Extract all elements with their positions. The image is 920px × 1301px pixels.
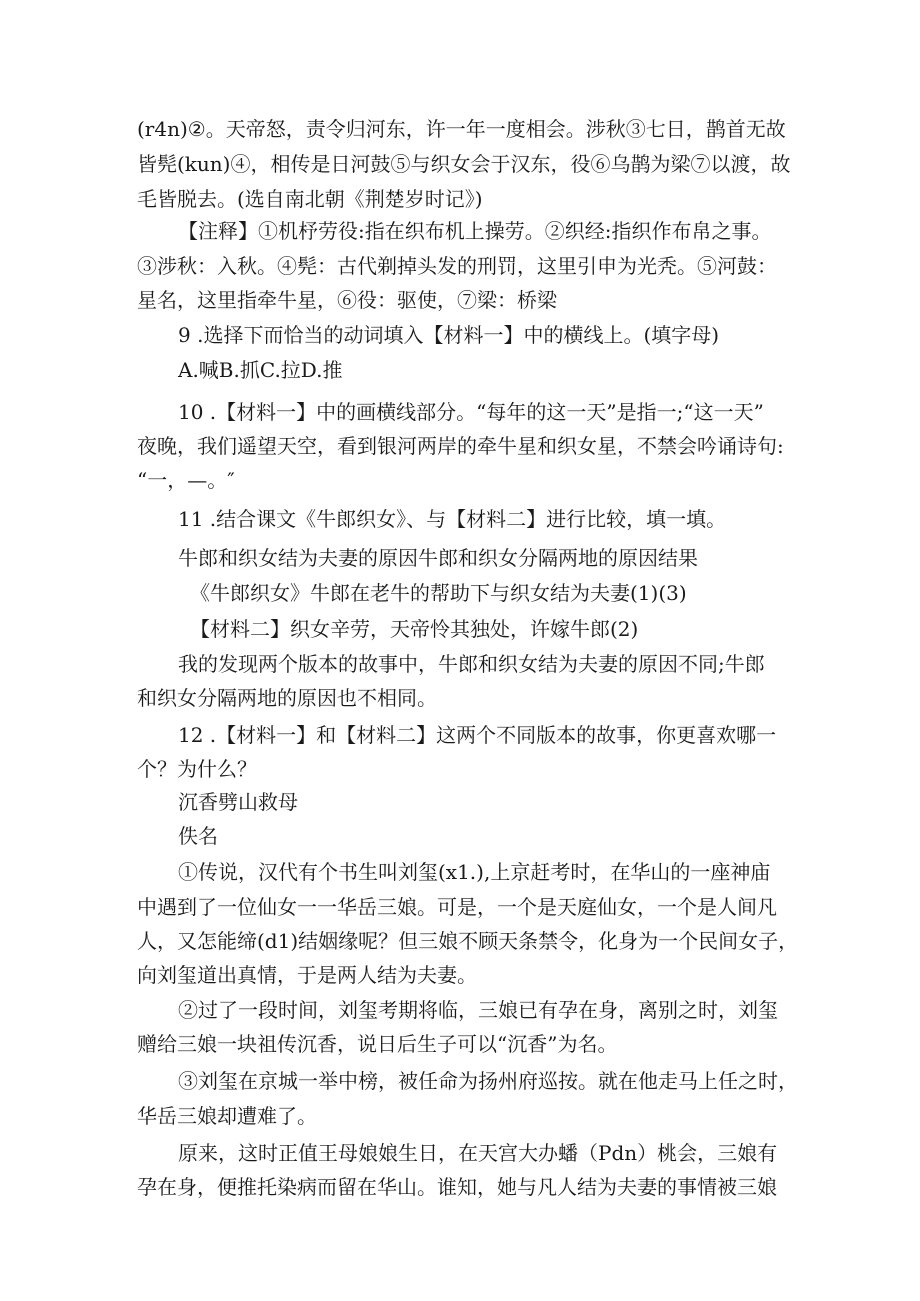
story-paragraph-4-line-2: 孕在身，便推托染病而留在华山。谁知，她与凡人结为夫妻的事情被三娘 xyxy=(137,1175,777,1199)
story-author: 佚名 xyxy=(178,824,218,848)
table-finding-line-1: 我的发现两个版本的故事中，牛郎和织女结为夫妻的原因不同;牛郎 xyxy=(178,652,765,676)
question-12-line-1: 12 .【材料一】和【材料二】这两个不同版本的故事，你更喜欢哪一 xyxy=(178,723,777,747)
story-paragraph-1-line-4: 向刘玺道出真情，于是两人结为夫妻。 xyxy=(137,963,477,987)
table-finding-line-2: 和织女分隔两地的原因也不相同。 xyxy=(137,686,437,710)
annotation-line-1: 【注释】①机杼劳役:指在织布机上操劳。②织经:指织作布帛之事。 xyxy=(178,219,772,243)
text-line-3: 毛皆脱去。(选自南北朝《荆楚岁时记》) xyxy=(137,187,483,211)
story-paragraph-3-line-1: ③刘玺在京城一举中榜，被任命为扬州府巡按。就在他走马上任之时， xyxy=(178,1069,798,1093)
question-10-line-3: “一，—。″ xyxy=(137,468,235,492)
question-11: 11 .结合课文《牛郎织女》、与【材料二】进行比较，填一填。 xyxy=(178,507,727,531)
question-10-line-1: 10 .【材料一】中的画横线部分。“每年的这一天”是指一;“这一天” xyxy=(178,400,764,424)
story-paragraph-1-line-1: ①传说，汉代有个书生叫刘玺(x1.),上京赶考时，在华山的一座神庙 xyxy=(178,860,771,884)
text-line-2: 皆髡(kun)④，相传是日河鼓⑤与织女会于汉东，役⑥乌鹊为梁⑦以渡，故 xyxy=(137,152,791,176)
question-9-options: A.喊B.抓C.拉D.推 xyxy=(178,358,343,382)
annotation-line-3: 星名，这里指牵牛星，⑥役：驱使，⑦梁：桥梁 xyxy=(137,288,557,312)
story-paragraph-4-line-1: 原来，这时正值王母娘娘生日，在天宫大办蟠（Pdn）桃会，三娘有 xyxy=(178,1141,778,1165)
question-12-line-2: 个？为什么？ xyxy=(137,757,257,781)
story-title: 沉香劈山救母 xyxy=(178,790,298,814)
table-header-row: 牛郎和织女结为夫妻的原因牛郎和织女分隔两地的原因结果 xyxy=(178,546,698,570)
story-paragraph-1-line-2: 中遇到了一位仙女一一华岳三娘。可是，一个是天庭仙女，一个是人间凡 xyxy=(137,895,777,919)
annotation-line-2: ③涉秋：入秋。④髡：古代剃掉头发的刑罚，这里引申为光秃。⑤河鼓： xyxy=(137,254,777,278)
text-line-1: (r4n)②。天帝怒，责令归河东，许一年一度相会。涉秋③七日，鹊首无故 xyxy=(137,117,786,141)
story-paragraph-3-line-2: 华岳三娘却遭难了。 xyxy=(137,1104,317,1128)
story-paragraph-1-line-3: 人，又怎能缔(d1)结姻缘呢？但三娘不顾天条禁令，化身为一个民间女子， xyxy=(137,929,799,953)
table-row-story: 《牛郎织女》牛郎在老牛的帮助下与织女结为夫妻(1)(3) xyxy=(190,581,687,605)
table-row-material-2: 【材料二】织女辛劳，天帝怜其独处，许嫁牛郎(2) xyxy=(190,617,639,641)
story-paragraph-2-line-1: ②过了一段时间，刘玺考期将临，三娘已有孕在身，离别之时，刘玺 xyxy=(178,998,778,1022)
question-9: 9 .选择下而恰当的动词填入【材料一】中的横线上。(填字母) xyxy=(178,323,720,347)
story-paragraph-2-line-2: 赠给三娘一块祖传沉香，说日后生子可以“沉香”为名。 xyxy=(137,1032,618,1056)
question-10-line-2: 夜晚，我们遥望天空，看到银河两岸的牵牛星和织女星，不禁会吟诵诗句: xyxy=(137,434,784,458)
